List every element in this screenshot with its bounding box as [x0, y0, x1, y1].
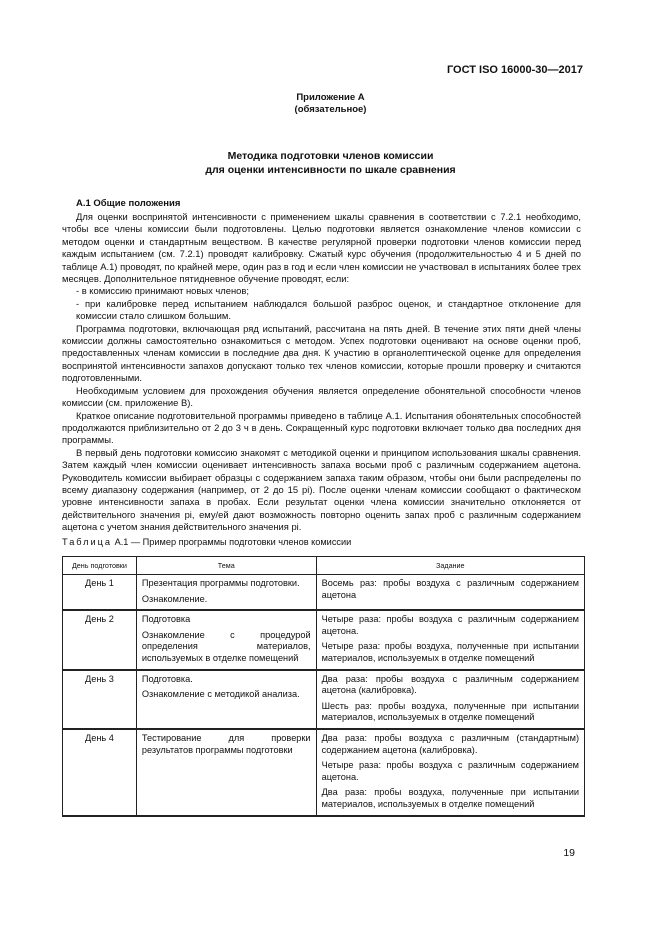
- paragraph: Краткое описание подготовительной программы приведено в таблице А.1. Испытания обонятельных способностей продолжаются приблизительно от 2 до 3 ч в день. Сокращенный курс подготовки включает только два последних дня программы.: [62, 409, 581, 446]
- column-header-topic: Тема: [136, 557, 316, 575]
- topic-line: Ознакомление с процедурой определения материалов, используемых в отделке помещений: [141, 629, 311, 663]
- task-line: Четыре раза: пробы воздуха с различным содержанием ацетона.: [321, 614, 579, 636]
- task-cell: [316, 729, 584, 816]
- task-line: Восемь раз: пробы воздуха с различным содержанием ацетона: [321, 578, 579, 600]
- annex-title: Приложение А: [296, 92, 365, 103]
- section-heading: А.1 Общие положения: [76, 198, 181, 209]
- task-line: Два раза: пробы воздуха с различным содержанием ацетона (калибровка).: [321, 673, 579, 696]
- column-header-day: День подготовки: [63, 557, 137, 575]
- task-line: Два раза: пробы воздуха, полученные при испытании материалов, используемых в отделке помещений: [321, 787, 579, 809]
- day-cell: День 4: [63, 729, 137, 816]
- table-row: [63, 729, 585, 816]
- topic-line: Ознакомление.: [141, 593, 208, 604]
- day-cell: День 3: [63, 670, 137, 729]
- topic-cell: [136, 610, 316, 669]
- table-caption-text: А.1 — Пример программы подготовки членов комиссии: [114, 537, 352, 547]
- topic-line: Презентация программы подготовки.: [141, 578, 300, 588]
- task-cell: [316, 610, 584, 669]
- methodology-title: [0, 149, 661, 177]
- day-cell: День 2: [63, 610, 137, 669]
- topic-line: Тестирование для проверки результатов программы подготовки: [141, 732, 311, 755]
- paragraph: Для оценки воспринятой интенсивности с применением шкалы сравнения в соответствии с 7.2.1 необходимо, чтобы все члены комиссии были подготовлены. Целью подготовки является ознакомление членов комиссии с методом оценки и стандартным веществом. В качестве регулярной проверки подготовки членов комиссии перед каждым испытанием (см. 7.2.1) проводят калибровку. Сжатый курс обучения (продолжительностью 4 и 5 дней по таблице А.1) проводят, по крайней мере, один раз в год и если член комиссии не участвовал в испытаниях более трех месяцев. Дополнительное пятидневное обучение проводят, если:: [62, 211, 581, 285]
- topic-cell: [136, 729, 316, 816]
- paragraph: В первый день подготовки комиссию знакомят с методикой оценки и принципом использования шкалы сравнения. Затем каждый член комиссии оценивает интенсивность запаха восьми проб с различным содержанием ацетона. Руководитель комиссии выбирает образцы с содержанием запаха таким образом, чтобы они были распределены по всему диапазону содержания (например, от 2 до 15 pi). После оценки членам комиссии сообщают о фактическом уровне интенсивности запаха в пробах. Если результат оценки члена комиссии значительно отклоняется от действительного значения pi, ему/ей дают возможность повторно оценить запах проб с различным содержанием ацетона с учетом знания действительного значения pi.: [62, 446, 581, 533]
- training-program-table: [62, 556, 585, 817]
- day-cell: День 1: [63, 575, 137, 611]
- task-line: Четыре раза: пробы воздуха, полученные при испытании материалов, используемых в отделке помещений: [321, 641, 579, 663]
- table-caption: [62, 537, 351, 547]
- annex-heading: [0, 92, 661, 116]
- topic-cell: [136, 575, 316, 611]
- standard-designation: ГОСТ ISO 16000-30—2017: [446, 64, 583, 76]
- topic-line: Подготовка.: [141, 673, 193, 684]
- task-cell: [316, 670, 584, 729]
- paragraph: Программа подготовки, включающая ряд испытаний, рассчитана на пять дней. В течение этих пяти дней члены комиссии должны самостоятельно ознакомиться с методом. Успех подготовки оценивают на основе оценки проб, предоставленных членам комиссии в последние два дня. К участию в органолептической оценке для определения воспринятой интенсивности запахов допускают только тех членов комиссии, которые прошли проверку и считаются подготовленными.: [62, 322, 581, 384]
- column-header-task: Задание: [316, 557, 584, 575]
- task-line: Шесть раз: пробы воздуха, полученные при испытании материалов, используемых в отделке помещений: [321, 700, 579, 723]
- topic-line: Ознакомление с методикой анализа.: [141, 689, 300, 700]
- bullet-item: - при калибровке перед испытанием наблюдался большой разброс оценок, и стандартное отклонение для комиссии стало слишком большим.: [76, 297, 581, 322]
- task-line: Два раза: пробы воздуха с различным (стандартным) содержанием ацетона (калибровка).: [321, 732, 579, 755]
- paragraph: Необходимым условием для прохождения обучения является определение обонятельной способности членов комиссии (см. приложение В).: [62, 384, 581, 409]
- topic-line: Подготовка: [141, 614, 191, 625]
- table-caption-label: Таблица: [62, 537, 113, 547]
- body-text: [62, 211, 581, 534]
- table-row: [63, 670, 585, 729]
- methodology-title-line-2: для оценки интенсивности по шкале сравнения: [205, 164, 456, 176]
- table-header-row: [63, 557, 585, 575]
- bullet-item: - в комиссию принимают новых членов;: [76, 285, 249, 297]
- page-number: 19: [563, 847, 575, 859]
- task-line: Четыре раза: пробы воздуха с различным содержанием ацетона.: [321, 760, 579, 782]
- table-row: [63, 610, 585, 669]
- methodology-title-line-1: Методика подготовки членов комиссии: [227, 150, 434, 162]
- table-row: [63, 575, 585, 611]
- task-cell: [316, 575, 584, 611]
- topic-cell: [136, 670, 316, 729]
- annex-status: (обязательное): [294, 104, 367, 115]
